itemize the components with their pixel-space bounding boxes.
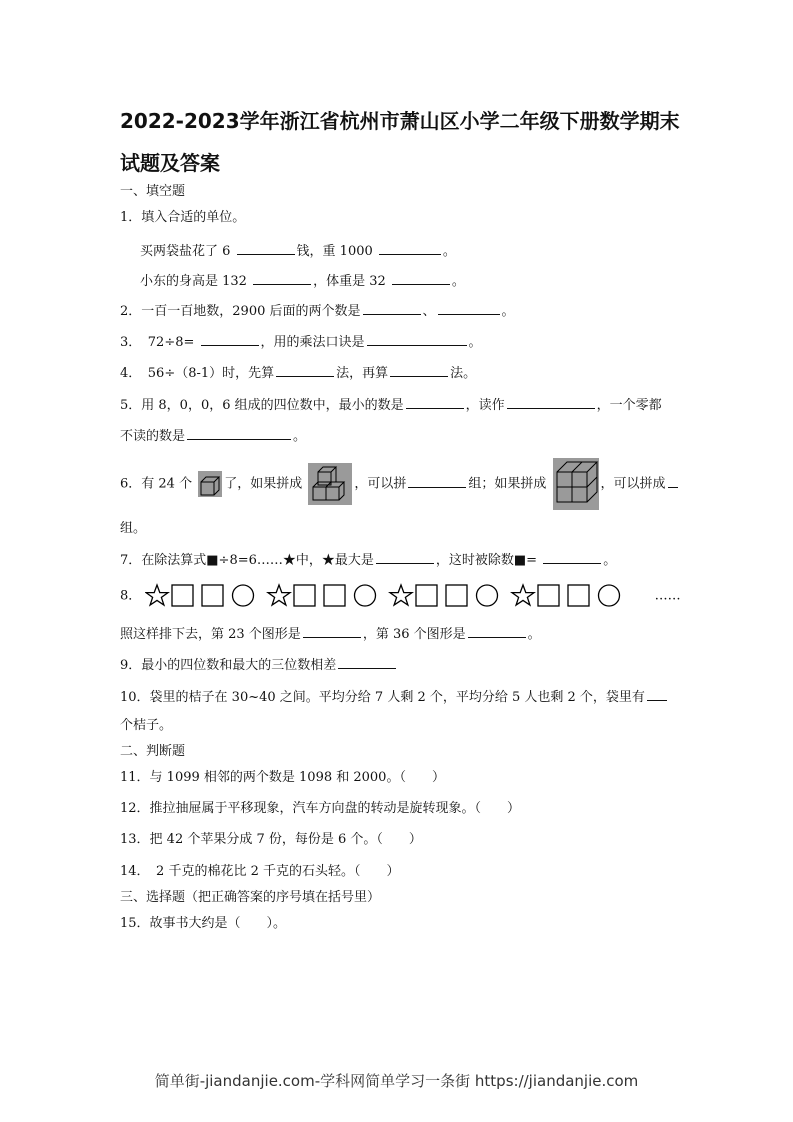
question-8-pattern [120, 583, 681, 610]
answer-blank[interactable] [468, 623, 526, 638]
question-10-tail: 个桔子。 [120, 718, 173, 733]
q3-text1: 3． 72÷8= [120, 335, 195, 350]
q7-text2: ，这时被除数■= [435, 553, 538, 568]
answer-blank[interactable] [390, 362, 448, 377]
q9-text1: 9．最小的四位数和最大的三位数相差 [120, 658, 337, 673]
q6-text2: 了，如果拼成 [224, 476, 303, 492]
q6-text5: ，可以拼成 [600, 476, 666, 492]
q3-text2: ，用的乘法口诀是 [260, 335, 365, 350]
star-icon [146, 585, 168, 605]
three-cube-shape-icon [308, 463, 352, 505]
answer-blank[interactable] [201, 331, 259, 346]
q10-text1: 10．袋里的桔子在 30~40 之间。平均分给 7 人剩 2 个，平均分给 5 人也剩 2 个，袋里有 [120, 690, 645, 705]
answer-blank[interactable] [237, 240, 295, 255]
circle-icon [355, 585, 376, 606]
large-cube-icon [553, 458, 599, 510]
q8-text2: ，第 36 个图形是 [362, 627, 466, 642]
question-8 [120, 623, 541, 645]
q5-text4: 不读的数是 [120, 429, 186, 444]
question-1-heading: 1．填入合适的单位。 [120, 210, 246, 225]
square-icon [568, 585, 589, 606]
q1-b-text3: 。 [451, 274, 465, 289]
answer-blank[interactable] [367, 331, 467, 346]
question-12: 12．推拉抽屉属于平移现象，汽车方向盘的转动是旋转现象。（ ） [120, 801, 521, 816]
question-1-line-b [140, 270, 465, 292]
answer-blank[interactable] [253, 270, 311, 285]
q5-text5: 。 [293, 429, 307, 444]
answer-blank[interactable] [379, 240, 441, 255]
answer-blank[interactable] [408, 473, 466, 488]
page-title: 2022-2023学年浙江省杭州市萧山区小学二年级下册数学期末试题及答案 [120, 109, 680, 175]
q2-text3: 。 [501, 304, 515, 319]
question-9 [120, 654, 398, 676]
answer-blank[interactable] [303, 623, 361, 638]
q4-text3: 法。 [450, 366, 477, 381]
page-footer: 简单街-jiandanjie.com-学科网简单学习一条街 https://jiandanjie.com [154, 1072, 639, 1090]
question-11: 11．与 1099 相邻的两个数是 1098 和 2000。（ ） [120, 770, 445, 785]
q4-text1: 4． 56÷（8-1）时，先算 [120, 366, 275, 381]
square-icon [294, 585, 315, 606]
q5-text3: ，一个零都 [596, 398, 662, 413]
section-fill-blank: 一、填空题 [120, 184, 186, 199]
answer-blank[interactable] [668, 473, 678, 488]
q6-text1: 6．有 24 个 [120, 476, 193, 492]
question-1-line-a [140, 240, 456, 262]
square-icon [446, 585, 467, 606]
question-4 [120, 362, 476, 384]
q8-ellipsis: …… [654, 588, 681, 604]
star-icon [390, 585, 412, 605]
q1-a-text1: 买两袋盐花了 6 [140, 244, 231, 259]
q1-b-text1: 小东的身高是 132 [140, 274, 247, 289]
question-10 [120, 686, 669, 708]
q2-text2: 、 [422, 304, 436, 319]
answer-blank[interactable] [507, 394, 595, 409]
q7-text3: 。 [603, 553, 617, 568]
question-15: 15．故事书大约是（ ）。 [120, 916, 287, 931]
answer-blank[interactable] [338, 654, 396, 669]
star-icon [512, 585, 534, 605]
answer-blank[interactable] [647, 686, 667, 701]
question-5-line-2 [120, 425, 306, 447]
q4-text2: 法，再算 [336, 366, 389, 381]
question-3 [120, 331, 482, 353]
circle-icon [599, 585, 620, 606]
square-icon [172, 585, 193, 606]
q1-a-text2: 钱，重 1000 [296, 244, 373, 259]
q6-text4: 组；如果拼成 [468, 476, 547, 492]
q8-number: 8． [120, 588, 142, 604]
question-6 [120, 458, 680, 510]
star-icon [268, 585, 290, 605]
answer-blank[interactable] [363, 300, 421, 315]
square-icon [538, 585, 559, 606]
answer-blank[interactable] [543, 549, 601, 564]
answer-blank[interactable] [276, 362, 334, 377]
q5-text2: ，读作 [465, 398, 505, 413]
q3-text3: 。 [468, 335, 482, 350]
answer-blank[interactable] [438, 300, 500, 315]
q2-text1: 2．一百一百地数，2900 后面的两个数是 [120, 304, 361, 319]
answer-blank[interactable] [187, 425, 291, 440]
question-5-line-1 [120, 394, 662, 416]
q5-text1: 5．用 8，0，0，6 组成的四位数中，最小的数是 [120, 398, 404, 413]
circle-icon [233, 585, 254, 606]
section-true-false: 二、判断题 [120, 744, 186, 759]
q8-text3: 。 [527, 627, 541, 642]
q1-b-text2: ，体重是 32 [313, 274, 386, 289]
question-6-tail: 组。 [120, 521, 147, 536]
answer-blank[interactable] [376, 549, 434, 564]
square-icon [202, 585, 223, 606]
square-icon [324, 585, 345, 606]
question-7 [120, 549, 616, 571]
q6-text3: ，可以拼 [354, 476, 407, 492]
question-14: 14． 2 千克的棉花比 2 千克的石头轻。（ ） [120, 864, 400, 879]
shape-pattern-sequence [145, 583, 650, 609]
q7-text1: 7．在除法算式■÷8=6……★中，★最大是 [120, 553, 374, 568]
answer-blank[interactable] [392, 270, 450, 285]
q1-a-text3: 。 [442, 244, 456, 259]
answer-blank[interactable] [406, 394, 464, 409]
single-cube-icon [198, 471, 222, 497]
section-multiple-choice: 三、选择题（把正确答案的序号填在括号里） [120, 890, 381, 905]
circle-icon [477, 585, 498, 606]
square-icon [416, 585, 437, 606]
question-13: 13．把 42 个苹果分成 7 份，每份是 6 个。（ ） [120, 832, 422, 847]
q8-text1: 照这样排下去，第 23 个图形是 [120, 627, 301, 642]
question-2 [120, 300, 515, 322]
